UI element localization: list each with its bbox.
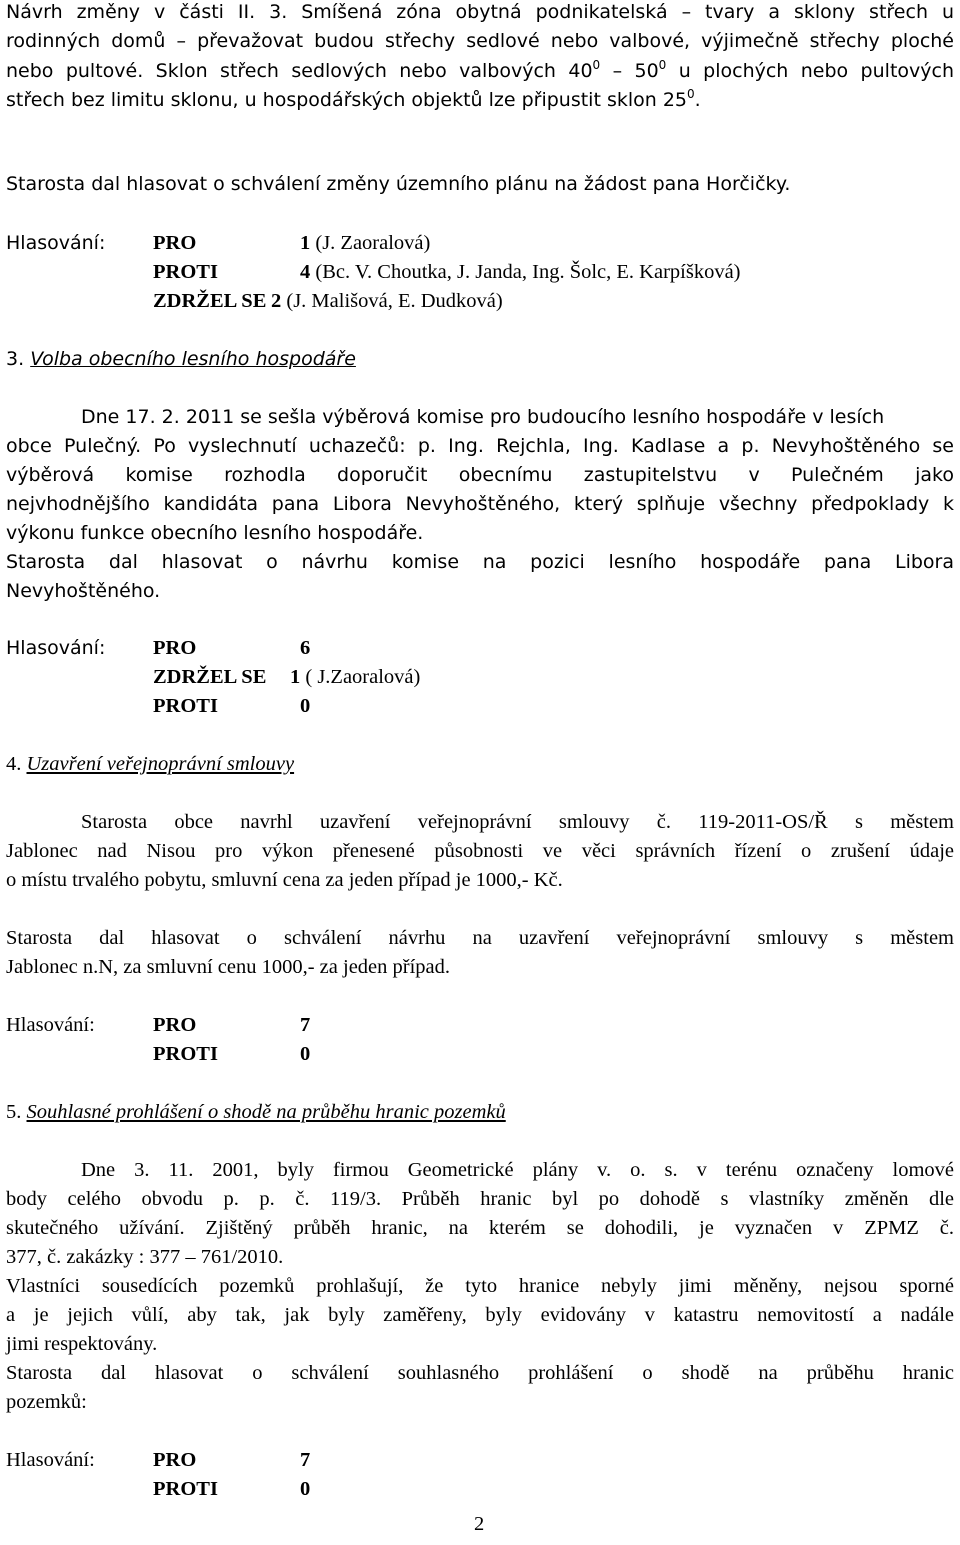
vote-count: 7: [300, 1014, 311, 1036]
paragraph-line: pozemků:: [6, 1391, 87, 1413]
vote-key: PROTI: [153, 261, 218, 283]
vote-label: Hlasování:: [6, 232, 106, 254]
vote-count-names: 1 ( J.Zaoralová): [290, 666, 421, 688]
vote-key: PRO: [153, 637, 197, 659]
paragraph-line: Dne 17. 2. 2011 se sešla výběrová komise pro budoucího lesního hospodáře v lesích: [81, 406, 885, 428]
vote-count: 0: [300, 695, 311, 717]
paragraph-line: jimi respektovány.: [6, 1333, 158, 1355]
vote-row: [6, 1040, 954, 1069]
paragraph-line: výkonu funkce obecního lesního hospodáře.: [6, 522, 424, 544]
section-heading: 4. Uzavření veřejnoprávní smlouvy: [6, 753, 295, 775]
vote-key: PRO: [153, 1449, 197, 1471]
paragraph-line: Starosta dal hlasovat o schválení návrhu na uzavření veřejnoprávní smlouvy s městem: [6, 927, 954, 949]
vote-row: [6, 258, 954, 287]
vote-row: [6, 1011, 954, 1040]
vote-key: ZDRŽEL SE: [153, 666, 267, 688]
section-heading: 5. Souhlasné prohlášení o shodě na průběhu hranic pozemků: [6, 1101, 506, 1123]
section-heading: 3. Volba obecního lesního hospodáře: [6, 348, 356, 370]
vote-count-names: 2 (J. Mališová, E. Dudková): [271, 290, 503, 312]
vote-count: 0: [300, 1478, 311, 1500]
paragraph-line: Starosta obce navrhl uzavření veřejnoprávní smlouvy č. 119-2011-OS/Ř s městem: [81, 811, 954, 833]
paragraph-line: Starosta dal hlasovat o schválení souhlasného prohlášení o shodě na průběhu hranic: [6, 1362, 954, 1384]
paragraph-line: obce Pulečný. Po vyslechnutí uchazečů: p. Ing. Rejchla, Ing. Kadlase a p. Nevyhoštěného se: [6, 435, 954, 457]
paragraph-line: a je jejich vůlí, aby tak, jak byly zaměřeny, byly evidovány v katastru nemovitostí a nadále: [6, 1304, 954, 1326]
paragraph-line: Vlastníci sousedících pozemků prohlašují, že tyto hranice nebyly jimi měněny, nejsou sporné: [6, 1275, 954, 1297]
vote-row: [6, 692, 954, 721]
motion-text: Starosta dal hlasovat o schválení změny územního plánu na žádost pana Horčičky.: [6, 173, 791, 195]
vote-count-names: 1 (J. Zaoralová): [300, 232, 431, 254]
paragraph-line: nejvhodnějšího kandidáta pana Libora Nevyhoštěného, který splňuje všechny předpoklady k: [6, 493, 954, 515]
vote-key: PROTI: [153, 695, 218, 717]
vote-key: PROTI: [153, 1043, 218, 1065]
paragraph-line: Jablonec n.N, za smluvní cenu 1000,- za jeden případ.: [6, 956, 451, 978]
vote-row: [6, 229, 954, 258]
vote-count: 7: [300, 1449, 311, 1471]
vote-row: [6, 663, 954, 692]
vote-count-names: 4 (Bc. V. Choutka, J. Janda, Ing. Šolc, E. Karpíšková): [300, 261, 741, 283]
paragraph-line: body celého obvodu p. p. č. 119/3. Průběh hranic byl po dohodě s vlastníky změněn dle: [6, 1188, 954, 1210]
vote-row: [6, 1475, 954, 1504]
vote-row: [6, 287, 954, 316]
paragraph-line: Jablonec nad Nisou pro výkon přenesené působnosti ve věci správních řízení o zrušení údaje: [6, 840, 954, 862]
vote-key: PRO: [153, 232, 197, 254]
paragraph-line: nebo pultové. Sklon střech sedlových nebo valbových $40^0 - 50^0$ u plochých nebo pultových: [6, 58, 954, 82]
vote-key: PROTI: [153, 1478, 218, 1500]
vote-row: [6, 1446, 954, 1475]
paragraph-line: skutečného užívání. Zjištěný průběh hranic, na kterém se dohodili, je vyznačen v ZPMZ č.: [6, 1217, 954, 1239]
vote-label: Hlasování:: [6, 1449, 95, 1471]
vote-row: [6, 634, 954, 663]
vote-count: 6: [300, 637, 311, 659]
paragraph-line: 377, č. zakázky : 377 – 761/2010.: [6, 1246, 284, 1268]
page-number: 2: [474, 1513, 485, 1535]
paragraph-line: rodinných domů – převažovat budou střechy sedlové nebo valbové, výjimečně střechy ploché: [6, 30, 954, 52]
vote-key: ZDRŽEL SE: [153, 290, 267, 312]
paragraph-line: výběrová komise rozhodla doporučit obecnímu zastupitelstvu v Pulečném jako: [6, 464, 954, 486]
vote-count: 0: [300, 1043, 311, 1065]
paragraph-line: Starosta dal hlasovat o návrhu komise na pozici lesního hospodáře pana Libora: [6, 551, 954, 573]
vote-label: Hlasování:: [6, 1014, 95, 1036]
paragraph-line: Dne 3. 11. 2001, byly firmou Geometrické plány v. o. s. v terénu označeny lomové: [81, 1159, 954, 1181]
paragraph-line: o místu trvalého pobytu, smluvní cena za jeden případ je 1000,- Kč.: [6, 869, 563, 891]
vote-label: Hlasování:: [6, 637, 106, 659]
paragraph-line: Nevyhoštěného.: [6, 580, 161, 602]
vote-key: PRO: [153, 1014, 197, 1036]
paragraph-line: Návrh změny v části II. 3. Smíšená zóna obytná podnikatelská – tvary a sklony střech u: [6, 1, 954, 23]
paragraph-line: střech bez limitu sklonu, u hospodářských objektů lze připustit sklon $25^0$.: [6, 87, 701, 111]
